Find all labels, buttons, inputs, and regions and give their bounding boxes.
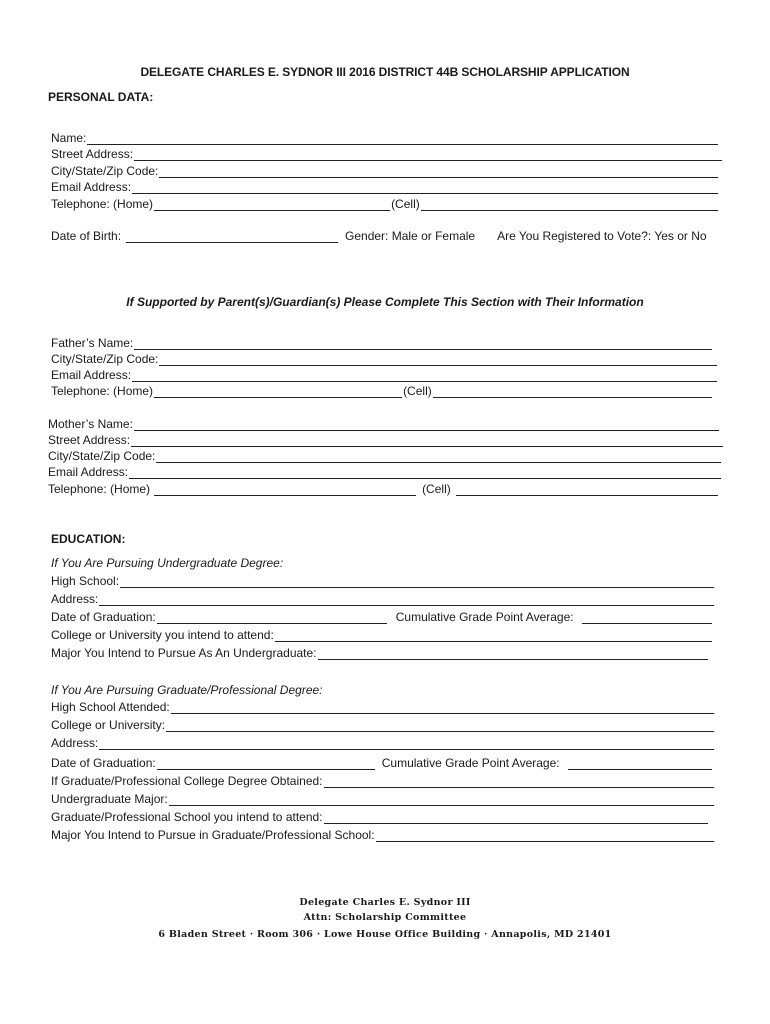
father-email-label: Email Address: xyxy=(51,368,132,382)
footer-address: 6 Bladen Street · Room 306 · Lowe House Office Building · Annapolis, MD 21401 xyxy=(158,929,612,940)
grad-school-label: Graduate/Professional School you intend to attend: xyxy=(51,810,323,824)
college-attend-label: College or University you intend to attend: xyxy=(51,628,274,642)
grad-date-field[interactable] xyxy=(157,612,387,624)
college-label: College or University: xyxy=(51,718,166,732)
major-ug-label: Major You Intend to Pursue As An Undergraduate: xyxy=(51,646,317,660)
mother-tel-cell-field[interactable] xyxy=(456,484,718,496)
degree-obtained-row xyxy=(51,774,715,788)
name-field[interactable] xyxy=(87,133,718,145)
mother-tel-home-label: Telephone: (Home) xyxy=(48,482,151,496)
email-label: Email Address: xyxy=(51,180,132,194)
address2-row xyxy=(51,736,715,750)
guardian-note: If Supported by Parent(s)/Guardian(s) Please Complete This Section with Their Information xyxy=(126,295,644,309)
address2-field[interactable] xyxy=(99,738,714,750)
city-label: City/State/Zip Code: xyxy=(51,164,159,178)
major-ug-row xyxy=(51,646,709,660)
grad-school-row xyxy=(51,810,709,824)
father-email-field[interactable] xyxy=(132,370,717,382)
ug-major-row xyxy=(51,792,715,806)
mother-tel-cell-label: (Cell) xyxy=(422,482,451,496)
mother-street-label: Street Address: xyxy=(48,433,131,447)
name-row xyxy=(51,131,719,145)
dob-row xyxy=(51,229,741,243)
mother-email-label: Email Address: xyxy=(48,465,129,479)
gpa2-label: Cumulative Grade Point Average: xyxy=(381,756,560,770)
major-grad-row xyxy=(51,828,715,842)
major-ug-field[interactable] xyxy=(318,648,708,660)
father-tel-home-field[interactable] xyxy=(154,386,402,398)
graduation2-row xyxy=(51,756,713,770)
father-email-row xyxy=(51,368,718,382)
city-field[interactable] xyxy=(159,166,718,178)
address-label: Address: xyxy=(51,592,99,606)
education-header: EDUCATION: xyxy=(51,532,126,546)
tel-home-label: Telephone: (Home) xyxy=(51,197,154,211)
grad-school-field[interactable] xyxy=(324,812,708,824)
mother-tel-home-field[interactable] xyxy=(154,484,416,496)
city-row xyxy=(51,164,719,178)
gender-option[interactable]: Gender: Male or Female xyxy=(345,229,476,243)
college-attend-row xyxy=(51,628,713,642)
form-title: DELEGATE CHARLES E. SYDNOR III 2016 DISTRICT 44B SCHOLARSHIP APPLICATION xyxy=(140,65,630,79)
mother-email-row xyxy=(48,465,722,479)
degree-obtained-label: If Graduate/Professional College Degree Obtained: xyxy=(51,774,323,788)
grad-date2-label: Date of Graduation: xyxy=(51,756,156,770)
gpa2-field[interactable] xyxy=(568,758,712,770)
graduation-row xyxy=(51,610,713,624)
footer-attn: Attn: Scholarship Committee xyxy=(303,912,467,923)
mother-city-row xyxy=(48,449,722,463)
father-city-field[interactable] xyxy=(159,354,717,366)
name-label: Name: xyxy=(51,131,87,145)
father-name-row xyxy=(51,336,713,350)
father-telephone-row xyxy=(51,384,713,398)
college-field[interactable] xyxy=(166,720,714,732)
street-label: Street Address: xyxy=(51,147,134,161)
address2-label: Address: xyxy=(51,736,99,750)
mother-street-field[interactable] xyxy=(131,435,723,447)
degree-obtained-field[interactable] xyxy=(324,776,715,788)
address-field[interactable] xyxy=(99,594,714,606)
ug-major-label: Undergraduate Major: xyxy=(51,792,168,806)
mother-name-label: Mother’s Name: xyxy=(48,417,133,431)
father-city-row xyxy=(51,352,718,366)
undergrad-note: If You Are Pursuing Undergraduate Degree: xyxy=(51,556,284,570)
mother-telephone-row xyxy=(48,482,719,496)
mother-city-field[interactable] xyxy=(156,451,721,463)
tel-cell-label: (Cell) xyxy=(391,197,420,211)
mother-email-field[interactable] xyxy=(129,467,721,479)
father-name-field[interactable] xyxy=(134,338,712,350)
mother-name-row xyxy=(48,417,720,431)
high-school-field[interactable] xyxy=(120,576,714,588)
major-grad-field[interactable] xyxy=(376,830,714,842)
telephone-row xyxy=(51,197,719,211)
father-name-label: Father’s Name: xyxy=(51,336,134,350)
mother-city-label: City/State/Zip Code: xyxy=(48,449,156,463)
hs-attended-label: High School Attended: xyxy=(51,700,170,714)
street-row xyxy=(51,147,723,161)
dob-field[interactable] xyxy=(126,231,338,243)
ug-major-field[interactable] xyxy=(169,794,714,806)
tel-cell-field[interactable] xyxy=(421,199,718,211)
college-attend-field[interactable] xyxy=(275,630,712,642)
grad-note: If You Are Pursuing Graduate/Professional Degree: xyxy=(51,683,323,697)
hs-attended-field[interactable] xyxy=(171,702,714,714)
grad-date-label: Date of Graduation: xyxy=(51,610,156,624)
father-tel-cell-field[interactable] xyxy=(433,386,712,398)
personal-data-header: PERSONAL DATA: xyxy=(48,90,154,104)
gpa-field[interactable] xyxy=(582,612,712,624)
street-field[interactable] xyxy=(134,149,722,161)
mother-name-field[interactable] xyxy=(134,419,719,431)
tel-home-field[interactable] xyxy=(154,199,390,211)
gpa-label: Cumulative Grade Point Average: xyxy=(395,610,574,624)
grad-date2-field[interactable] xyxy=(157,758,375,770)
high-school-label: High School: xyxy=(51,574,120,588)
mother-street-row xyxy=(48,433,724,447)
email-field[interactable] xyxy=(132,182,718,194)
high-school-row xyxy=(51,574,715,588)
vote-option[interactable]: Are You Registered to Vote?: Yes or No xyxy=(497,229,707,243)
email-row xyxy=(51,180,719,194)
college-row xyxy=(51,718,715,732)
father-tel-home-label: Telephone: (Home) xyxy=(51,384,154,398)
footer-name: Delegate Charles E. Sydnor III xyxy=(299,897,471,908)
address-row xyxy=(51,592,715,606)
hs-attended-row xyxy=(51,700,715,714)
major-grad-label: Major You Intend to Pursue in Graduate/Professional School: xyxy=(51,828,375,842)
father-city-label: City/State/Zip Code: xyxy=(51,352,159,366)
father-tel-cell-label: (Cell) xyxy=(403,384,432,398)
dob-label: Date of Birth: xyxy=(51,229,122,243)
